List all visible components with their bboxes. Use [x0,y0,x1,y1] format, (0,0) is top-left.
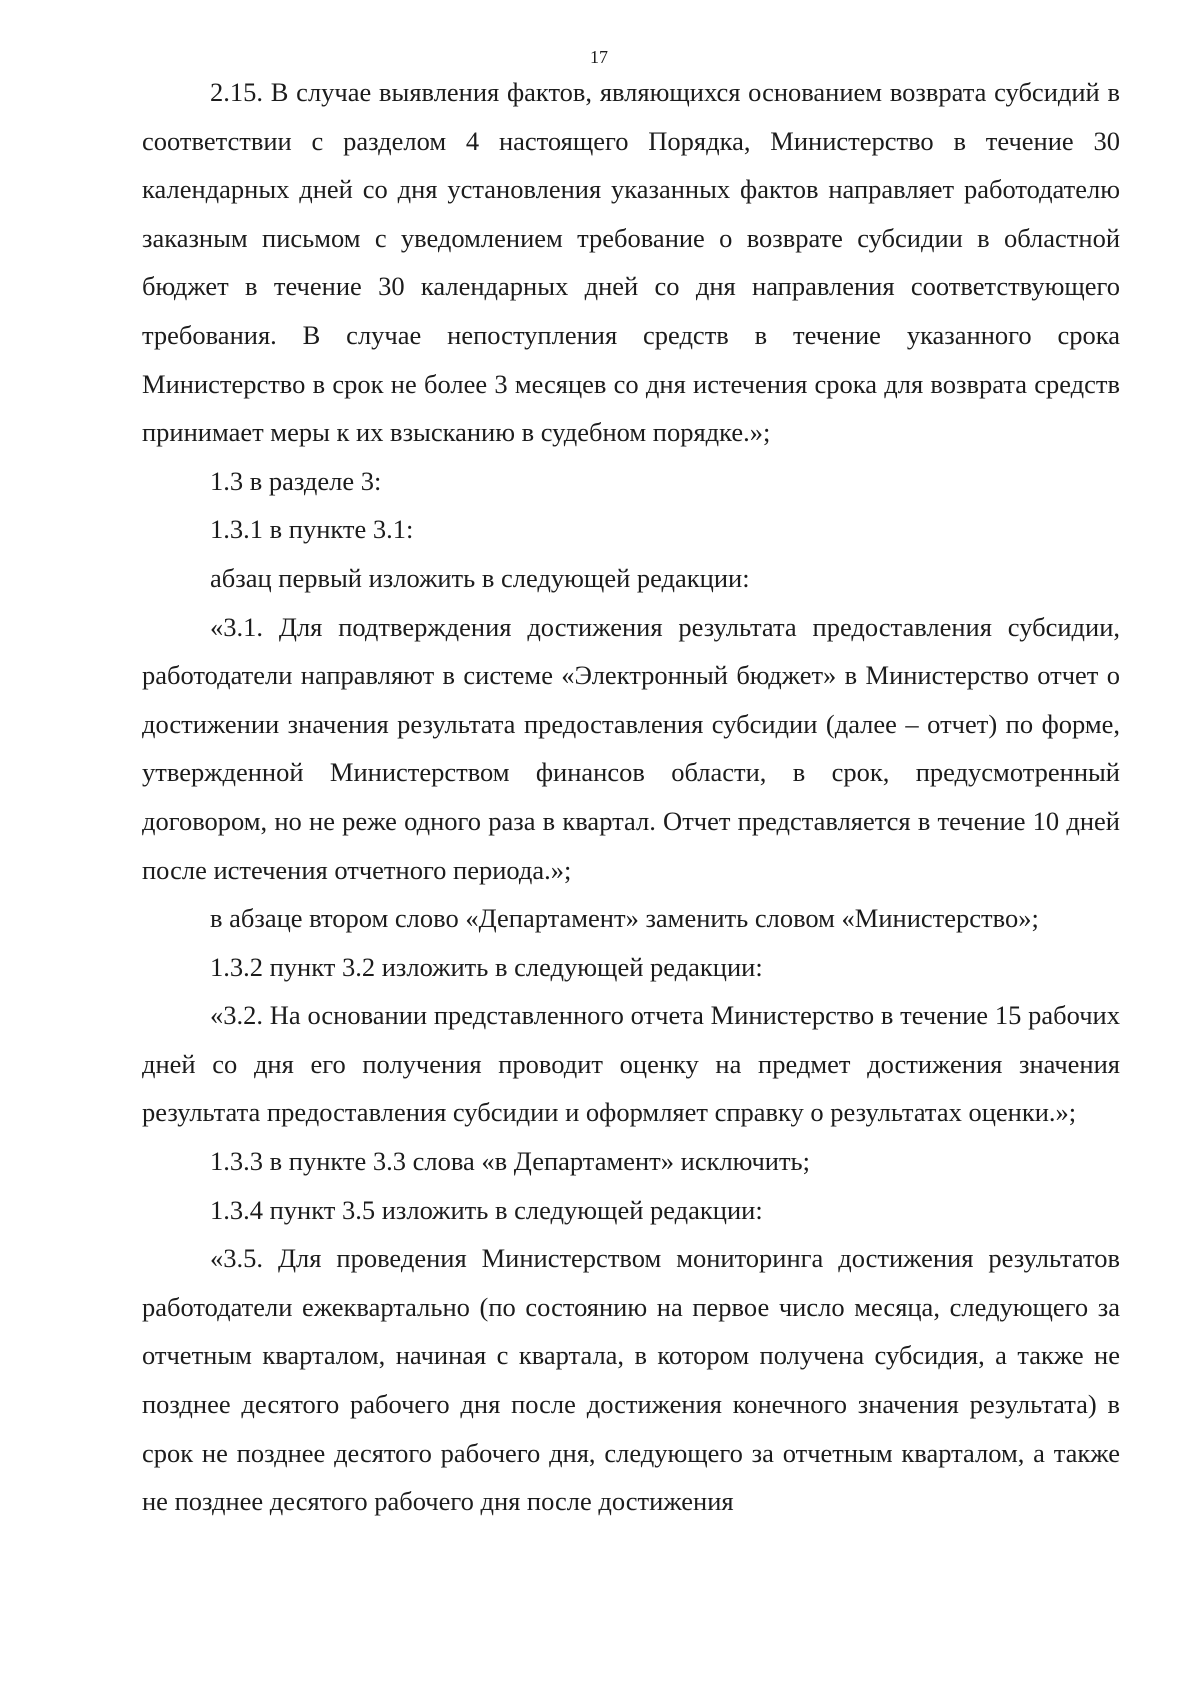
paragraph-3-5: «3.5. Для проведения Министерством мониторинга достижения результатов работодатели ежеквартально (по состоянию на первое число месяца, следующего за отчетным кварталом, начиная с квартала, в котором получена субсидия, а также не позднее десятого рабочего дня после достижения конечного значения результата) в срок не позднее десятого рабочего дня, следующего за отчетным кварталом, а также не позднее десятого рабочего дня после достижения [142,1243,1120,1517]
paragraph-1-3-3: 1.3.3 в пункте 3.3 слова «в Департамент» исключить; [210,1146,811,1177]
paragraph-1-3-2: 1.3.2 пункт 3.2 изложить в следующей редакции: [210,951,763,982]
paragraph-3-1: «3.1. Для подтверждения достижения результата предоставления субсидии, работодатели направляют в системе «Электронный бюджет» в Министерство отчет о достижении значения результата предоставления субсидии (далее – отчет) по форме, утвержденной Министерством финансов области, в срок, предусмотренный договором, но не реже одного раза в квартал. Отчет представляется в течение 10 дней после истечения отчетного периода.»; [142,611,1120,885]
page-number: 17 [590,47,608,67]
paragraph-3-2: «3.2. На основании представленного отчета Министерство в течение 15 рабочих дней со дня его получения проводит оценку на предмет достижения значения результата предоставления субсидии и оформляет справку о результатах оценки.»; [142,1000,1120,1128]
paragraph-abzac-pervyj: абзац первый изложить в следующей редакции: [210,562,750,593]
paragraph-2-15: 2.15. В случае выявления фактов, являющихся основанием возврата субсидий в соответствии с разделом 4 настоящего Порядка, Министерство в течение 30 календарных дней со дня установления указанных фактов направляет работодателю заказным письмом с уведомлением требование о возврате субсидии в областной бюджет в течение 30 календарных дней со дня направления соответствующего требования. В случае непоступления средств в течение указанного срока Министерство в срок не более 3 месяцев со дня истечения срока для возврата средств принимает меры к их взысканию в судебном порядке.»; [142,77,1120,448]
paragraph-1-3-1: 1.3.1 в пункте 3.1: [210,514,414,545]
paragraph-abzac-vtoroj: в абзаце втором слово «Департамент» заменить словом «Министерство»; [210,903,1039,934]
paragraph-1-3: 1.3 в разделе 3: [210,465,382,496]
paragraph-1-3-4: 1.3.4 пункт 3.5 изложить в следующей редакции: [210,1194,763,1225]
